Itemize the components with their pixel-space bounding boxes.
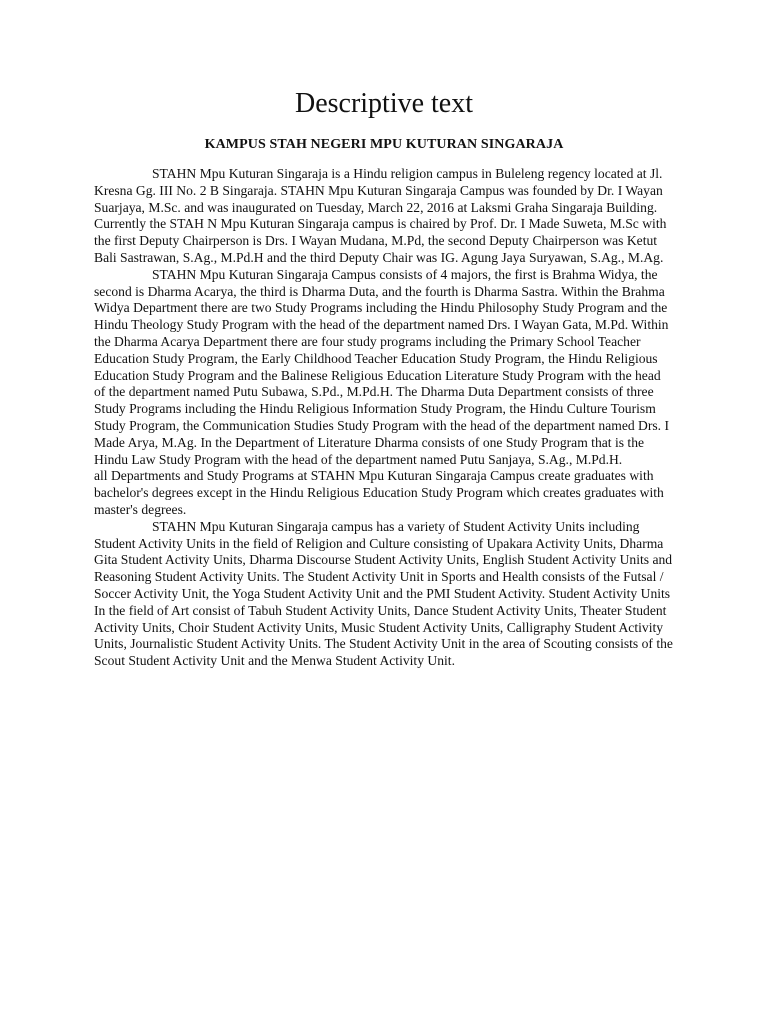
document-body (94, 166, 674, 670)
document-subtitle: KAMPUS STAH NEGERI MPU KUTURAN SINGARAJA (204, 137, 564, 152)
paragraph-student-activity-units: STAHN Mpu Kuturan Singaraja campus has a variety of Student Activity Units including Student Activity Units in the field of Religion and Culture consisting of Upakara Activity Units, Dharma Gita Student Activity Units, Dharma Discourse Student Activity Units, English Student Activity Units and Reasoning Student Activity Units. The Student Activity Unit in Sports and Health consists of the Futsal / Soccer Activity Unit, the Yoga Student Activity Unit and the PMI Student Activity. Student Activity Units In the field of Art consist of Tabuh Student Activity Units, Dance Student Activity Units, Theater Student Activity Units, Choir Student Activity Units, Music Student Activity Units, Calligraphy Student Activity Units, Journalistic Student Activity Units. The Student Activity Unit in the area of Scouting consists of the Scout Student Activity Unit and the Menwa Student Activity Unit. (94, 518, 673, 669)
paragraph-campus-overview: STAHN Mpu Kuturan Singaraja is a Hindu religion campus in Buleleng regency located at Jl. Kresna Gg. III No. 2 B Singaraja. STAHN Mpu Kuturan Singaraja Campus was founded by Dr. I Wayan Suarjaya, M.Sc. and was inaugurated on Tuesday, March 22, 2016 at Laksmi Graha Singaraja Building. Currently the STAH N Mpu Kuturan Singaraja campus is chaired by Prof. Dr. I Made Suweta, M.Sc with the first Deputy Chairperson is Drs. I Wayan Mudana, M.Pd, the second Deputy Chairperson was Ketut Bali Sastrawan, S.Ag., M.Pd.H and the third Deputy Chair was IG. Agung Jaya Suryawan, S.Ag., M.Ag. (94, 166, 667, 265)
paragraph-majors: STAHN Mpu Kuturan Singaraja Campus consists of 4 majors, the first is Brahma Widya, the second is Dharma Acarya, the third is Dharma Duta, and the fourth is Dharma Sastra. Within the Brahma Widya Department there are two Study Programs including the Hindu Philosophy Study Program and the Hindu Theology Study Program with the head of the department named Drs. I Wayan Gata, M.Pd. Within the Dharma Acarya Department there are four study programs including the Primary School Teacher Education Study Program, the Early Childhood Teacher Education Study Program, the Hindu Religious Education Study Program and the Balinese Religious Education Literature Study Program with the head of the department named Putu Subawa, S.Pd., M.Pd.H. The Dharma Duta Department consists of three Study Programs including the Hindu Religious Information Study Program, the Hindu Culture Tourism Study Program, the Communication Studies Study Program with the head of the department named Drs. I Made Arya, M.Ag. In the Department of Literature Dharma consists of one Study Program that is the Hindu Law Study Program with the head of the department named Putu Sanjaya, S.Ag., M.Pd.H. (94, 266, 669, 467)
paragraph-degrees: all Departments and Study Programs at STAHN Mpu Kuturan Singaraja Campus create graduates with bachelor's degrees except in the Hindu Religious Education Study Program which creates graduates with master's degrees. (94, 468, 664, 517)
document-title: Descriptive text (294, 88, 474, 119)
